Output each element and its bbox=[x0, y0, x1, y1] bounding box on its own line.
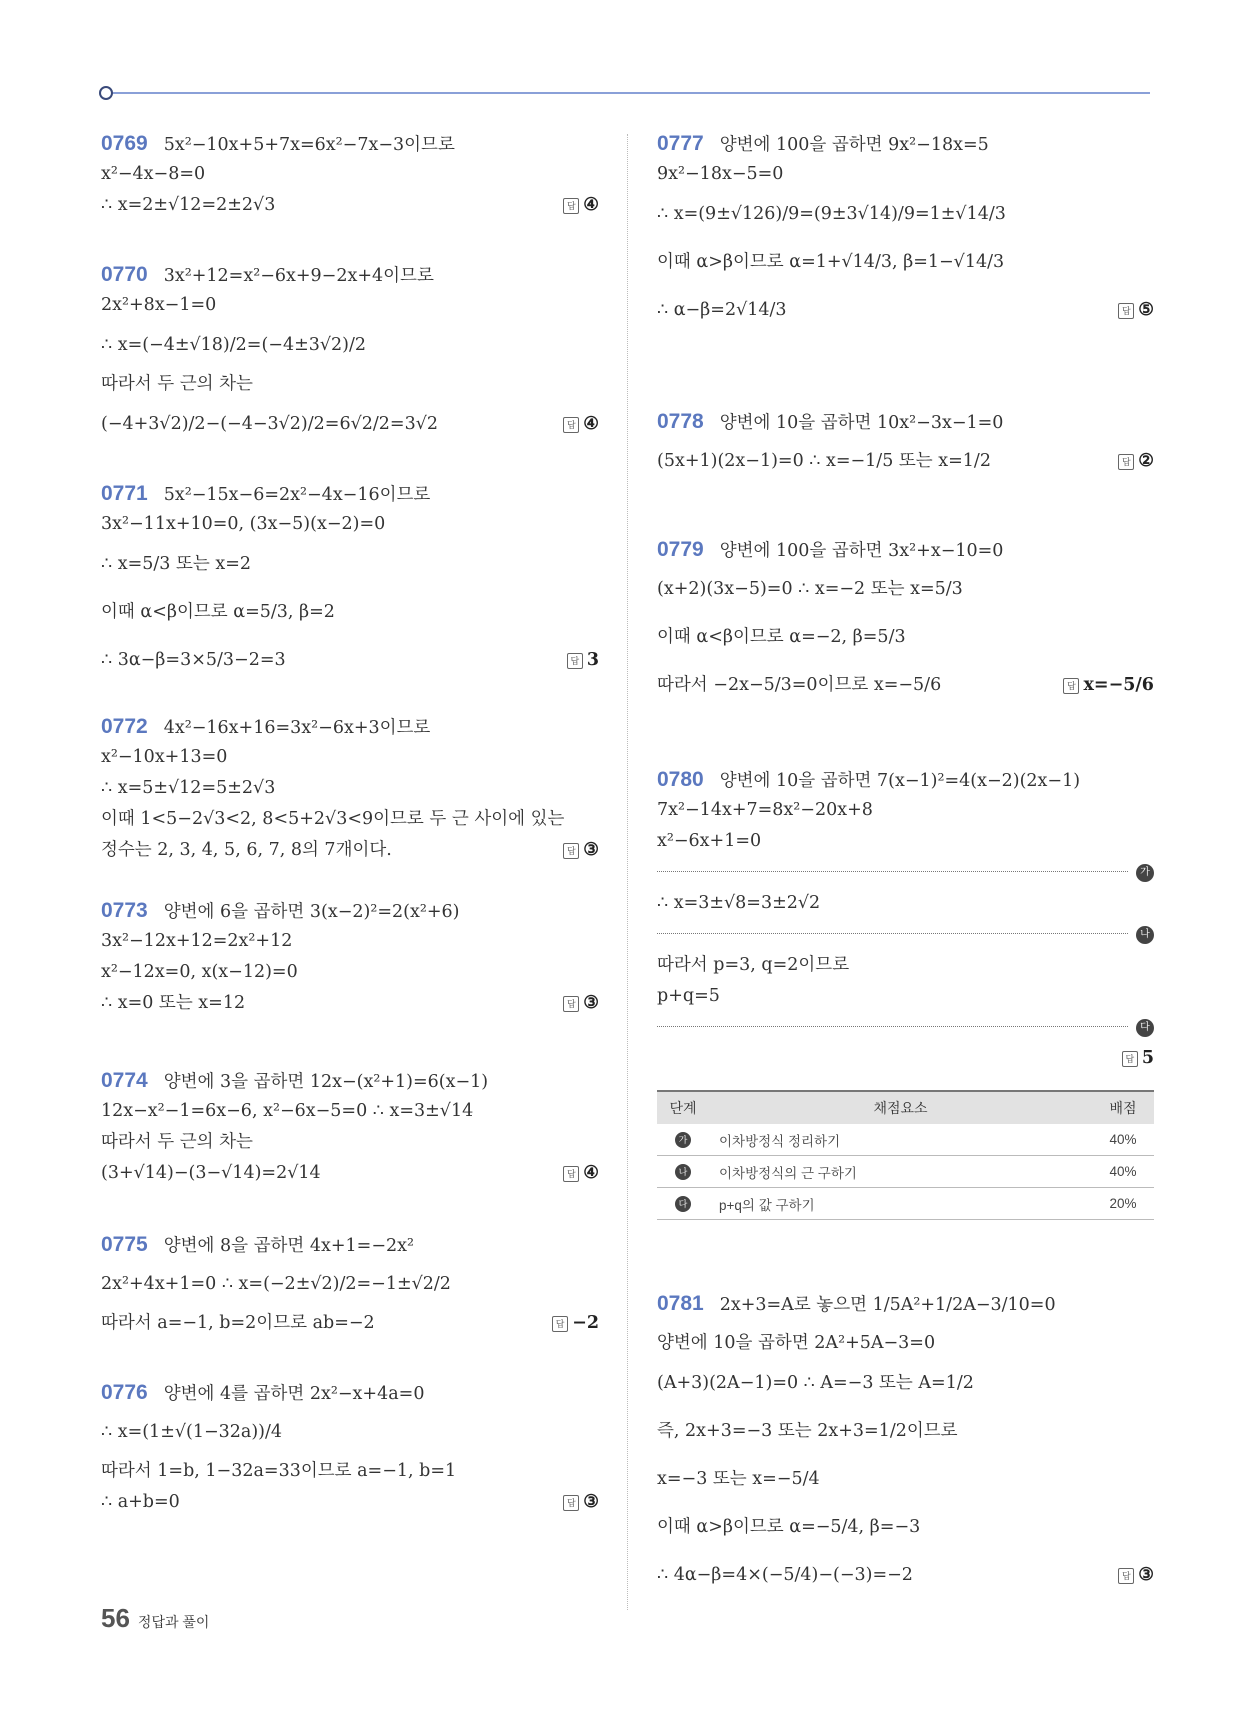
answer-mark-icon: 답 bbox=[567, 653, 583, 669]
answer: 답 ③ bbox=[563, 1487, 599, 1518]
top-rule bbox=[106, 92, 1150, 94]
step-da-icon: 다 bbox=[675, 1196, 691, 1212]
step-divider bbox=[657, 919, 1154, 950]
problem-number: 0778 bbox=[657, 410, 704, 433]
page-number: 56 bbox=[101, 1603, 130, 1633]
problem-number: 0781 bbox=[657, 1292, 704, 1315]
answer-mark-icon: 답 bbox=[563, 198, 579, 214]
step-na-icon: 나 bbox=[1136, 926, 1154, 944]
answer: 답 ④ bbox=[563, 190, 599, 221]
step-divider bbox=[657, 1012, 1154, 1043]
problem-0780: 0780 양변에 10을 곱하면 7(x−1)²=4(x−2)(2x−1) 7x²−14x+7=8x²−20x+8 x²−6x+1=0 가 ∴ x=3±√8=3±2√2 나 따라서 p=3, q=2이므로 p+q=5 다 답 5 bbox=[657, 764, 1154, 1084]
table-row: 나 이차방정식의 근 구하기 40% bbox=[657, 1156, 1154, 1188]
answer-mark-icon: 답 bbox=[563, 417, 579, 433]
answer: 답 ③ bbox=[1118, 1551, 1154, 1599]
problem-number: 0780 bbox=[657, 768, 704, 791]
step-na-icon: 나 bbox=[675, 1164, 691, 1180]
page-footer bbox=[101, 1603, 209, 1634]
problem-number: 0776 bbox=[101, 1381, 148, 1404]
answer: 답 5 bbox=[1122, 1043, 1154, 1074]
step-ga-icon: 가 bbox=[675, 1132, 691, 1148]
problem-number: 0777 bbox=[657, 132, 704, 155]
problem-number: 0772 bbox=[101, 715, 148, 738]
answer-mark-icon: 답 bbox=[563, 996, 579, 1012]
answer-mark-icon: 답 bbox=[1122, 1051, 1138, 1067]
step-divider bbox=[657, 857, 1154, 888]
problem-0777: 0777 양변에 100을 곱하면 9x²−18x=5 9x²−18x−5=0 ∴ x=(9±√126)/9=(9±3√14)/9=1±√14/3 이때 α>β이므로 α=1+√14/3, β=1−√14/3 ∴ α−β=2√14/3 답 ⑤ bbox=[657, 128, 1154, 406]
right-column bbox=[657, 128, 1154, 1600]
problem-number: 0770 bbox=[101, 263, 148, 286]
page-label: 정답과 풀이 bbox=[137, 1614, 210, 1630]
answer-mark-icon: 답 bbox=[563, 1166, 579, 1182]
answer-mark-icon: 답 bbox=[563, 843, 579, 859]
answer: 답 ③ bbox=[563, 835, 599, 866]
problem-0775: 0775 양변에 8을 곱하면 4x+1=−2x² 2x²+4x+1=0 ∴ x=(−2±√2)/2=−1±√2/2 따라서 a=−1, b=2이므로 ab=−2 답 −2 bbox=[101, 1229, 599, 1377]
table-row: 다 p+q의 값 구하기 20% bbox=[657, 1188, 1154, 1220]
problem-number: 0779 bbox=[657, 538, 704, 561]
column-divider bbox=[627, 134, 628, 1610]
top-rule-dot bbox=[99, 86, 113, 100]
answer: 답 −2 bbox=[552, 1308, 599, 1339]
scoring-table: 단계 채점요소 배점 가 이차방정식 정리하기 40% 나 이차방정식의 근 구하기 40% 다 p+q의 값 구하기 20% bbox=[657, 1090, 1154, 1220]
answer-mark-icon: 답 bbox=[552, 1316, 568, 1332]
problem-0773: 0773 양변에 6을 곱하면 3(x−2)²=2(x²+6) 3x²−12x+12=2x²+12 x²−12x=0, x(x−12)=0 ∴ x=0 또는 x=12 답 ③ bbox=[101, 895, 599, 1065]
problem-0772: 0772 4x²−16x+16=3x²−6x+3이므로 x²−10x+13=0 ∴ x=5±√12=5±2√3 이때 1<5−2√3<2, 8<5+2√3<9이므로 두 근 사이에 있는 정수는 2, 3, 4, 5, 6, 7, 8의 7개이다. 답 ③ bbox=[101, 711, 599, 895]
problem-number: 0771 bbox=[101, 482, 148, 505]
answer: 답 ② bbox=[1118, 437, 1154, 485]
problem-0781: 0781 2x+3=A로 놓으면 1/5A²+1/2A−3/10=0 양변에 10을 곱하면 2A²+5A−3=0 (A+3)(2A−1)=0 ∴ A=−3 또는 A=1/2 즉, 2x+3=−3 또는 2x+3=1/2이므로 x=−3 또는 x=−5/4 이때 α>β이므로 α=−5/4, β=−3 ∴ 4α−β=4×(−5/4)−(−3)=−2 답 ③ bbox=[657, 1280, 1154, 1600]
problem-0771: 0771 5x²−15x−6=2x²−4x−16이므로 3x²−11x+10=0, (3x−5)(x−2)=0 ∴ x=5/3 또는 x=2 이때 α<β이므로 α=5/3, β=2 ∴ 3α−β=3×5/3−2=3 답 3 bbox=[101, 478, 599, 711]
problem-number: 0769 bbox=[101, 132, 148, 155]
answer: 답 x=−5/6 bbox=[1063, 661, 1154, 709]
answer-mark-icon: 답 bbox=[1118, 303, 1134, 319]
problem-0776: 0776 양변에 4를 곱하면 2x²−x+4a=0 ∴ x=(1±√(1−32a))/4 따라서 1=b, 1−32a=33이므로 a=−1, b=1 ∴ a+b=0 답 ③ bbox=[101, 1377, 599, 1518]
problem-0769: 0769 5x²−10x+5+7x=6x²−7x−3이므로 x²−4x−8=0 ∴ x=2±√12=2±2√3 답 ④ bbox=[101, 128, 599, 259]
problem-0779: 0779 양변에 100을 곱하면 3x²+x−10=0 (x+2)(3x−5)=0 ∴ x=−2 또는 x=5/3 이때 α<β이므로 α=−2, β=5/3 따라서 −2x−5/3=0이므로 x=−5/6 답 x=−5/6 bbox=[657, 534, 1154, 764]
answer-mark-icon: 답 bbox=[1118, 1568, 1134, 1584]
answer: 답 ④ bbox=[563, 1158, 599, 1189]
answer-mark-icon: 답 bbox=[1118, 454, 1134, 470]
problem-0774: 0774 양변에 3을 곱하면 12x−(x²+1)=6(x−1) 12x−x²−1=6x−6, x²−6x−5=0 ∴ x=3±√14 따라서 두 근의 차는 (3+√14)−(3−√14)=2√14 답 ④ bbox=[101, 1065, 599, 1229]
problem-number: 0773 bbox=[101, 899, 148, 922]
step-ga-icon: 가 bbox=[1136, 864, 1154, 882]
problem-number: 0774 bbox=[101, 1069, 148, 1092]
answer: 답 ③ bbox=[563, 988, 599, 1019]
answer-mark-icon: 답 bbox=[1063, 678, 1079, 694]
problem-0770: 0770 3x²+12=x²−6x+9−2x+4이므로 2x²+8x−1=0 ∴ x=(−4±√18)/2=(−4±3√2)/2 따라서 두 근의 차는 (−4+3√2)/2−(−4−3√2)/2=6√2/2=3√2 답 ④ bbox=[101, 259, 599, 478]
problem-number: 0775 bbox=[101, 1233, 148, 1256]
answer: 답 ④ bbox=[563, 400, 599, 448]
left-column bbox=[101, 128, 599, 1518]
answer: 답 3 bbox=[567, 636, 599, 684]
problem-0778: 0778 양변에 10을 곱하면 10x²−3x−1=0 (5x+1)(2x−1)=0 ∴ x=−1/5 또는 x=1/2 답 ② bbox=[657, 406, 1154, 534]
answer: 답 ⑤ bbox=[1118, 286, 1154, 334]
answer-mark-icon: 답 bbox=[563, 1495, 579, 1511]
table-row: 가 이차방정식 정리하기 40% bbox=[657, 1124, 1154, 1156]
step-da-icon: 다 bbox=[1136, 1019, 1154, 1037]
